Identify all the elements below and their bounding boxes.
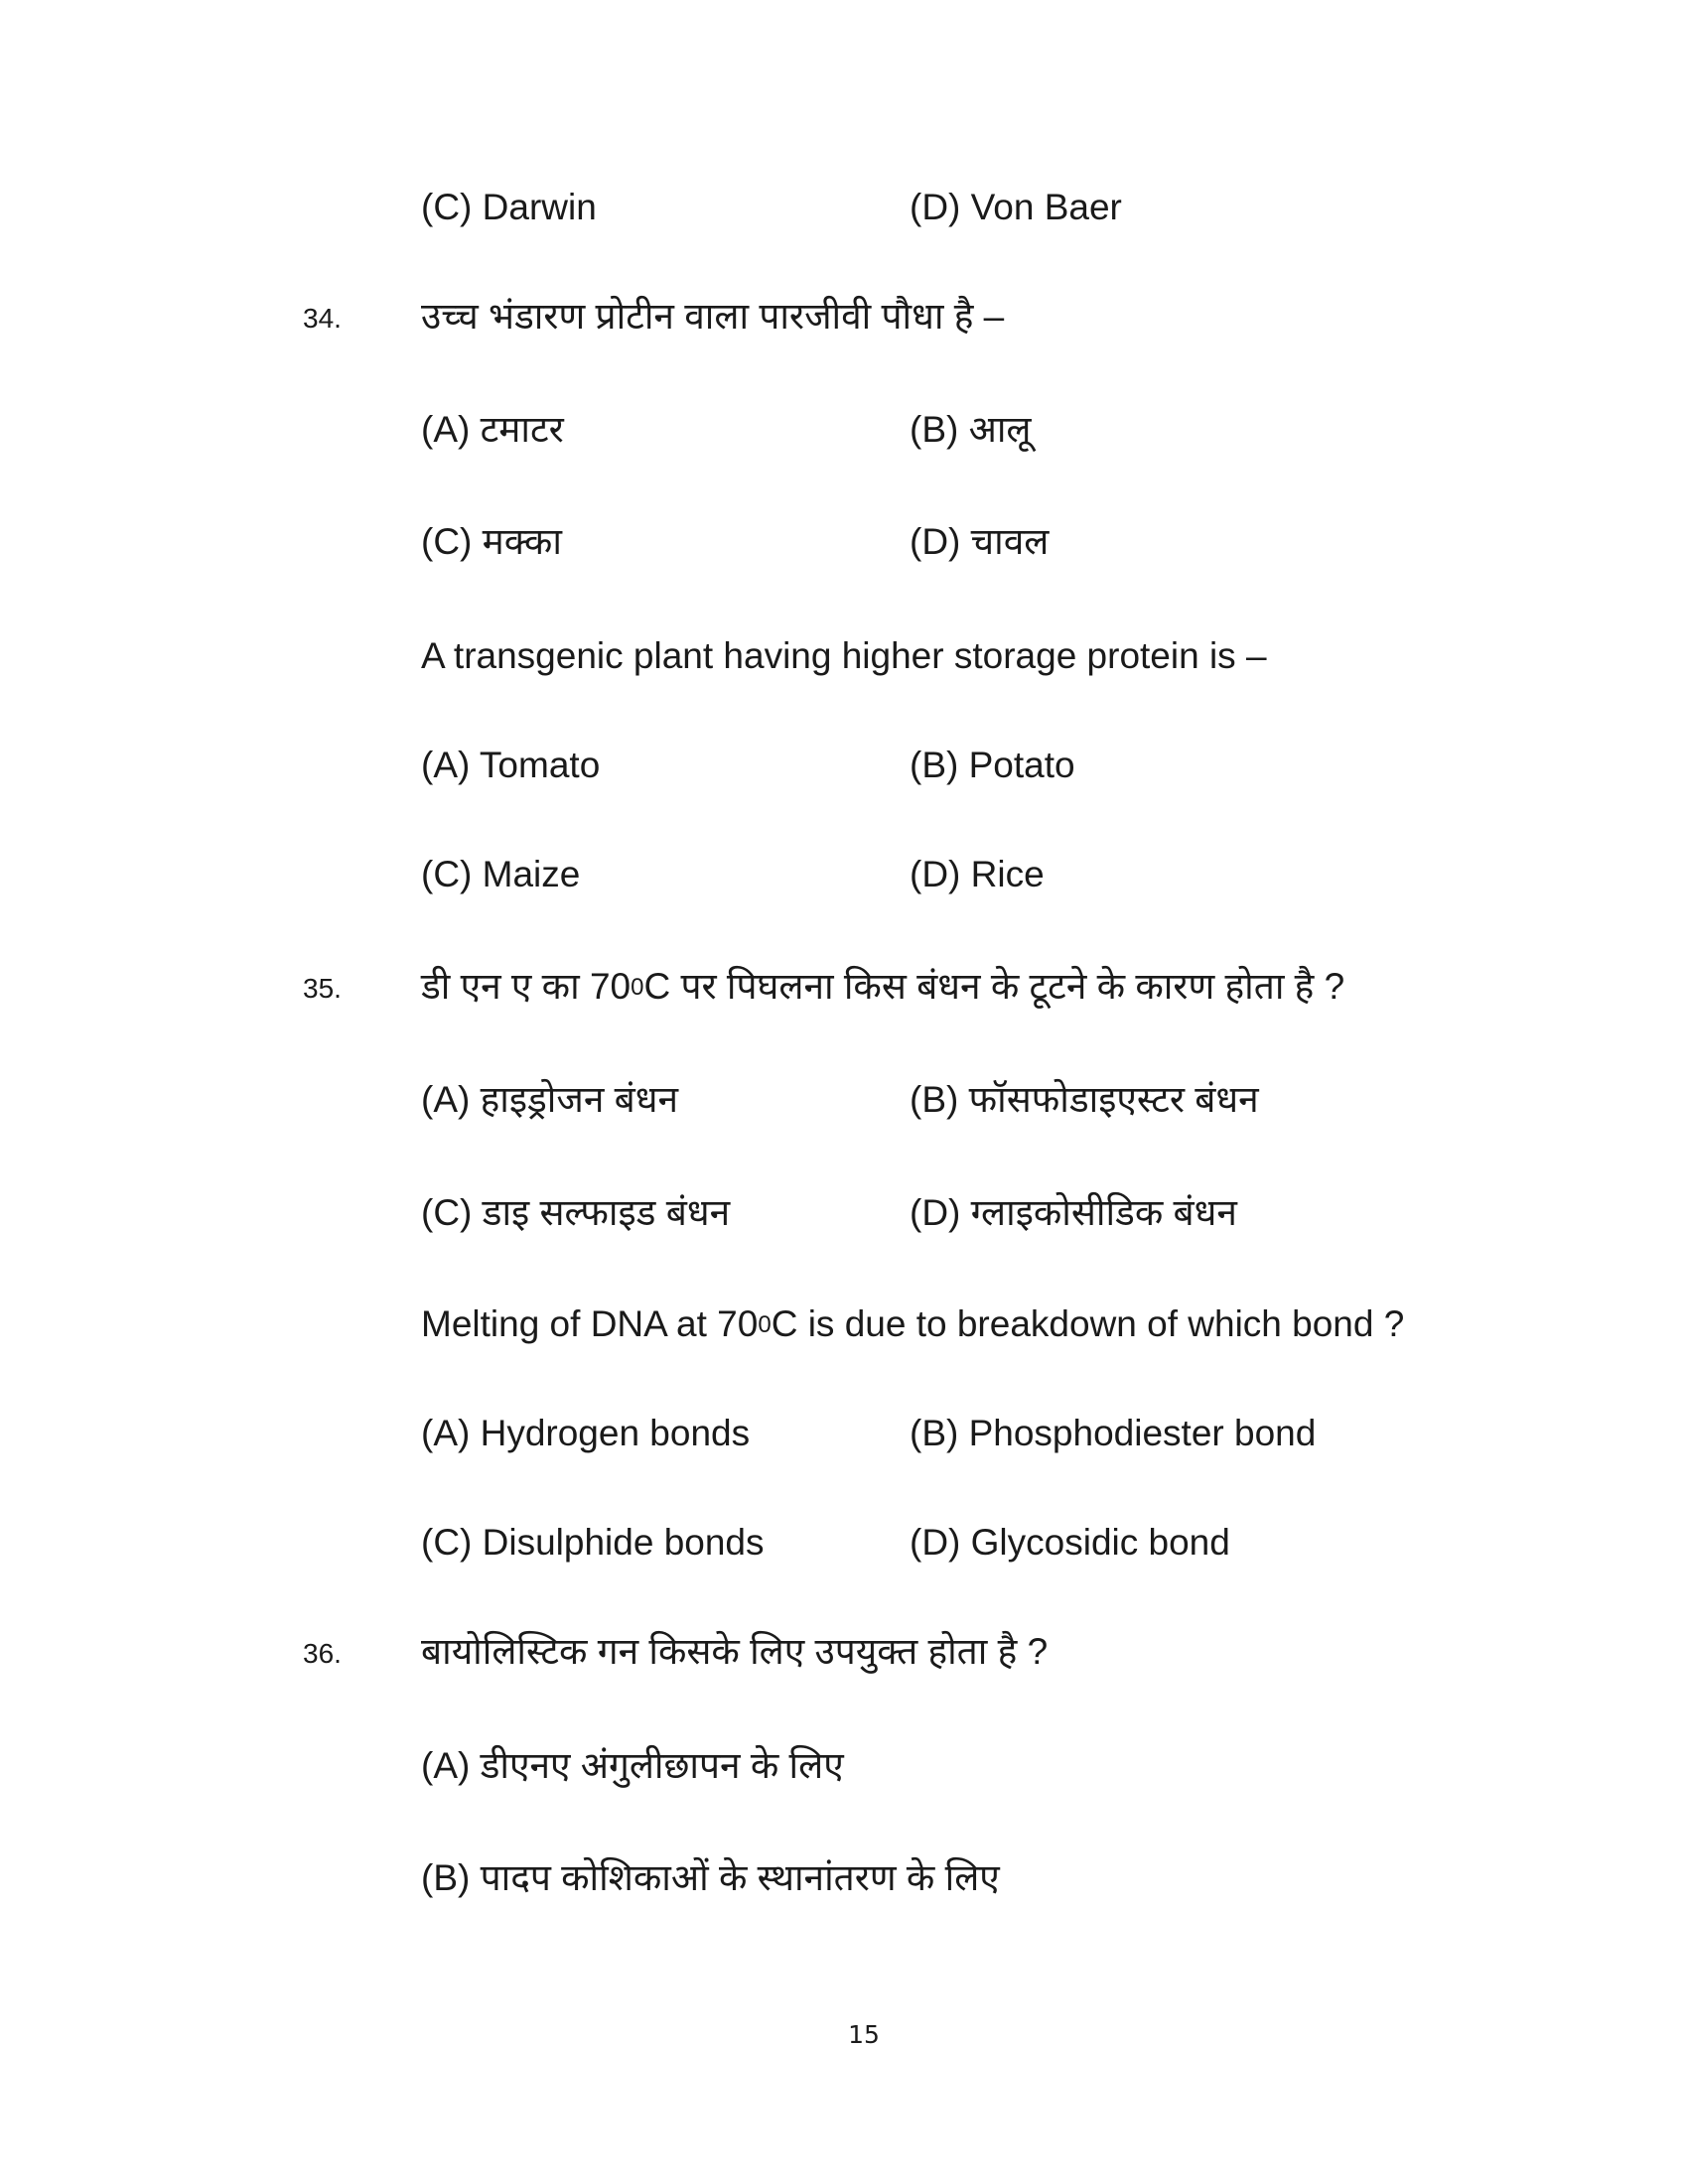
q33-option-c: (C) Darwin	[421, 187, 597, 227]
degree-superscript: 0	[758, 1311, 772, 1338]
degree-superscript: 0	[631, 974, 644, 1001]
q34-hindi-option-a: (A) टमाटर	[421, 409, 564, 450]
q35-hindi-option-b: (B) फॉसफोडाइएस्टर बंधन	[910, 1079, 1259, 1120]
q35-english-option-d: (D) Glycosidic bond	[910, 1522, 1230, 1563]
q33-option-d: (D) Von Baer	[910, 187, 1122, 227]
q35-hindi-option-c: (C) डाइ सल्फाइड बंधन	[421, 1192, 731, 1233]
q36-hindi-question: बायोलिस्टिक गन किसके लिए उपयुक्त होता है ?	[421, 1631, 1049, 1672]
q34-hindi-option-c: (C) मक्का	[421, 521, 562, 562]
q34-english-option-d: (D) Rice	[910, 854, 1045, 894]
q34-number: 34.	[303, 303, 342, 334]
q34-hindi-question: उच्च भंडारण प्रोटीन वाला पारजीवी पौधा है –	[421, 296, 1005, 337]
q35-hindi-option-d: (D) ग्लाइकोसीडिक बंधन	[910, 1192, 1237, 1233]
q35-number: 35.	[303, 973, 342, 1004]
q34-hindi-option-b: (B) आलू	[910, 409, 1032, 450]
q36-hindi-option-a: (A) डीएनए अंगुलीछापन के लिए	[421, 1745, 844, 1786]
q35-english-question: Melting of DNA at $70^0C$ is due to breakdown of which bond ?	[421, 1303, 1405, 1344]
q35-english-option-a: (A) Hydrogen bonds	[421, 1413, 751, 1453]
q35-hindi-option-a: (A) हाइड्रोजन बंधन	[421, 1079, 679, 1120]
q35-english-option-c: (C) Disulphide bonds	[421, 1522, 765, 1563]
q36-hindi-option-b: (B) पादप कोशिकाओं के स्थानांतरण के लिए	[421, 1857, 1000, 1898]
q34-hindi-option-d: (D) चावल	[910, 521, 1050, 562]
q34-english-option-c: (C) Maize	[421, 854, 581, 894]
q34-english-option-a: (A) Tomato	[421, 745, 601, 785]
q35-hindi-question: डी एन ए का $70^0C$ पर पिघलना किस बंधन के टूटने के कारण होता है ?	[421, 966, 1345, 1007]
q35-english-option-b: (B) Phosphodiester bond	[910, 1413, 1317, 1453]
q34-english-option-b: (B) Potato	[910, 745, 1075, 785]
q34-english-question: A transgenic plant having higher storage protein is –	[421, 635, 1267, 676]
page-number: 15	[848, 2020, 880, 2049]
q36-number: 36.	[303, 1638, 342, 1669]
